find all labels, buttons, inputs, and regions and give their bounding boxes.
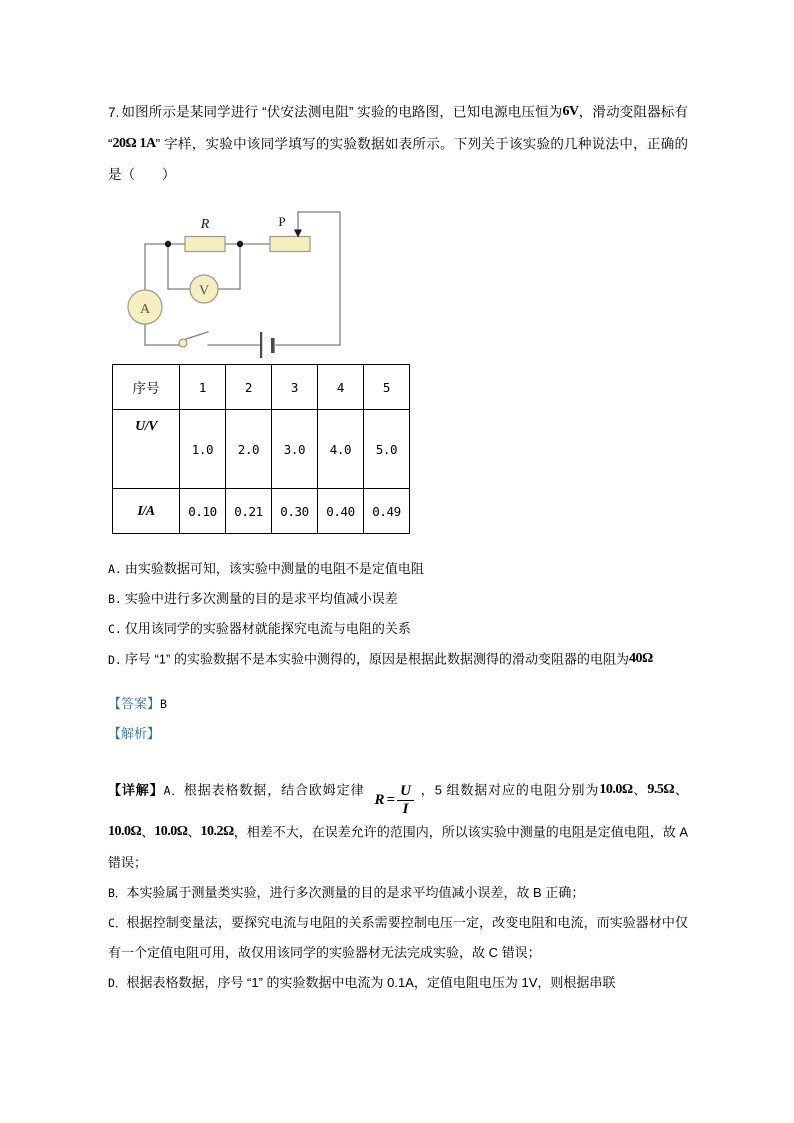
question-text-2: ，滑动变阻器标有 “ xyxy=(108,104,688,151)
ammeter-label: A xyxy=(139,302,151,317)
question-number: 7. xyxy=(108,104,120,120)
table-cell: 2 xyxy=(226,365,272,410)
table-row-label xyxy=(113,410,180,489)
detail-b-text: 本实验属于测量类实验，进行多次测量的目的是求平均值减小误差，故 B 正确； xyxy=(126,884,585,900)
option-a xyxy=(108,554,688,584)
option-a-label: A. xyxy=(108,562,122,576)
table-cell: 0.40 xyxy=(318,489,364,534)
option-b-label: B. xyxy=(108,592,122,606)
table-cell: 0.49 xyxy=(364,489,410,534)
answer-line xyxy=(108,689,688,719)
analysis-tag: 【解析】 xyxy=(108,725,161,741)
junction-dot-right xyxy=(237,241,243,247)
detail-sep-4: 、 xyxy=(187,824,201,840)
option-d-resistance-value: 40Ω xyxy=(628,651,653,666)
formula-numerator: U xyxy=(397,784,414,801)
table-cell: 1 xyxy=(180,365,226,410)
wire-top-right xyxy=(298,212,340,345)
detail-a-label: A． xyxy=(163,783,184,797)
voltmeter-label: V xyxy=(198,283,210,299)
option-b xyxy=(108,584,688,614)
question-text-3: ” 字样，实验中该同学填写的实验数据如表所示。下列关于该实验的几种说法中，正确的是（ ） xyxy=(108,136,688,182)
answer-value: B xyxy=(160,696,167,711)
table-row xyxy=(113,489,410,534)
table-cell: 0.30 xyxy=(272,489,318,534)
option-d xyxy=(108,644,688,675)
formula-denominator: I xyxy=(402,801,409,818)
supply-voltage-value: 6V xyxy=(562,104,579,119)
rheostat-body xyxy=(270,237,310,252)
circuit-diagram xyxy=(112,196,412,358)
table-row-label xyxy=(113,489,180,534)
detail-d-label: D． xyxy=(108,975,127,990)
detail-sep-1: 、 xyxy=(632,782,648,797)
experiment-data-table xyxy=(112,364,410,534)
analysis-line xyxy=(108,719,688,749)
resistor-body xyxy=(185,237,225,252)
row-label-text: 序号 xyxy=(132,381,160,396)
row-label-text: U/V xyxy=(135,419,157,434)
table-cell: 5 xyxy=(364,365,410,410)
table-cell: 0.10 xyxy=(180,489,226,534)
detail-sep-2: 、 xyxy=(674,782,688,797)
battery-long-plate xyxy=(260,332,262,358)
option-d-text: 序号 “1” 的实验数据不是本实验中测得的，原因是根据此数据测得的滑动变阻器的电阻为 xyxy=(124,651,629,667)
question-text-1: 如图所示是某同学进行 “伏安法测电阻” 实验的电路图，已知电源电压恒为 xyxy=(121,104,563,120)
table-cell: 1.0 xyxy=(180,410,226,489)
detail-paragraph-a xyxy=(108,775,688,878)
answer-options xyxy=(108,554,688,675)
table-row xyxy=(113,410,410,489)
resistance-value-4: 10.0Ω xyxy=(154,824,188,840)
rheostat-spec-value: 20Ω 1A xyxy=(112,135,156,151)
detail-c-label: C． xyxy=(108,915,127,930)
table-cell: 3 xyxy=(272,365,318,410)
resistance-value-1: 10.0Ω xyxy=(599,781,633,797)
formula-fraction xyxy=(397,784,414,817)
battery-short-plate xyxy=(271,338,275,353)
formula-equals: = xyxy=(386,792,396,809)
detail-sep-3: 、 xyxy=(141,824,155,840)
table-cell: 0.21 xyxy=(226,489,272,534)
question-stem xyxy=(108,96,688,190)
resistance-value-2: 9.5Ω xyxy=(647,781,675,797)
circuit-diagram-svg xyxy=(112,196,412,358)
page-content xyxy=(108,96,688,998)
detail-a-text-2: ，5 组数据对应的电阻分别为 xyxy=(419,782,600,797)
answer-tag: 【答案】 xyxy=(108,695,161,711)
detail-b-label: B． xyxy=(108,885,127,900)
detail-d-text: 根据表格数据，序号 “1” 的实验数据中电流为 0.1A，定值电阻电压为 1V，则根据串联 xyxy=(126,974,616,990)
detail-paragraph-d xyxy=(108,968,688,998)
wiper-label: P xyxy=(278,214,286,229)
option-c-label: C. xyxy=(108,622,122,636)
table-cell: 4.0 xyxy=(318,410,364,489)
switch-lever xyxy=(186,332,208,339)
ohms-law-formula xyxy=(374,784,413,817)
option-a-text: 由实验数据可知，该实验中测量的电阻不是定值电阻 xyxy=(124,561,424,576)
option-c-text: 仅用该同学的实验器材就能探究电流与电阻的关系 xyxy=(124,621,411,636)
resistor-label: R xyxy=(200,217,210,232)
switch-pivot-icon xyxy=(179,339,187,347)
table-cell: 4 xyxy=(318,365,364,410)
table-row-label xyxy=(113,365,180,410)
table-cell: 2.0 xyxy=(226,410,272,489)
detail-c-text: 根据控制变量法，要探究电流与电阻的关系需要控制电压一定，改变电阻和电流，而实验器材中仅有一个定值电阻可用，故仅用该同学的实验器材无法完成实验，故 C 错误； xyxy=(108,914,688,960)
detailed-explanation xyxy=(108,775,688,998)
option-c xyxy=(108,614,688,644)
resistance-value-3: 10.0Ω xyxy=(108,824,142,840)
detail-tag: 【详解】 xyxy=(108,782,164,797)
row-label-text: I/A xyxy=(137,503,155,519)
option-b-text: 实验中进行多次测量的目的是求平均值减小误差 xyxy=(124,591,398,606)
table-cell: 3.0 xyxy=(272,410,318,489)
detail-paragraph-b xyxy=(108,878,688,908)
detail-a-text-1: 根据表格数据，结合欧姆定律 xyxy=(183,782,365,797)
table-row xyxy=(113,365,410,410)
junction-dot-left xyxy=(165,241,171,247)
detail-a-text-3: ，相差不大，在误差允许的范围内，所以该实验中测量的电阻是定值电阻，故 A 错误； xyxy=(108,824,688,870)
option-d-label: D. xyxy=(108,652,122,667)
table-cell: 5.0 xyxy=(364,410,410,489)
formula-lhs: R xyxy=(374,792,385,808)
resistance-value-5: 10.2Ω xyxy=(200,824,234,840)
detail-paragraph-c xyxy=(108,908,688,968)
